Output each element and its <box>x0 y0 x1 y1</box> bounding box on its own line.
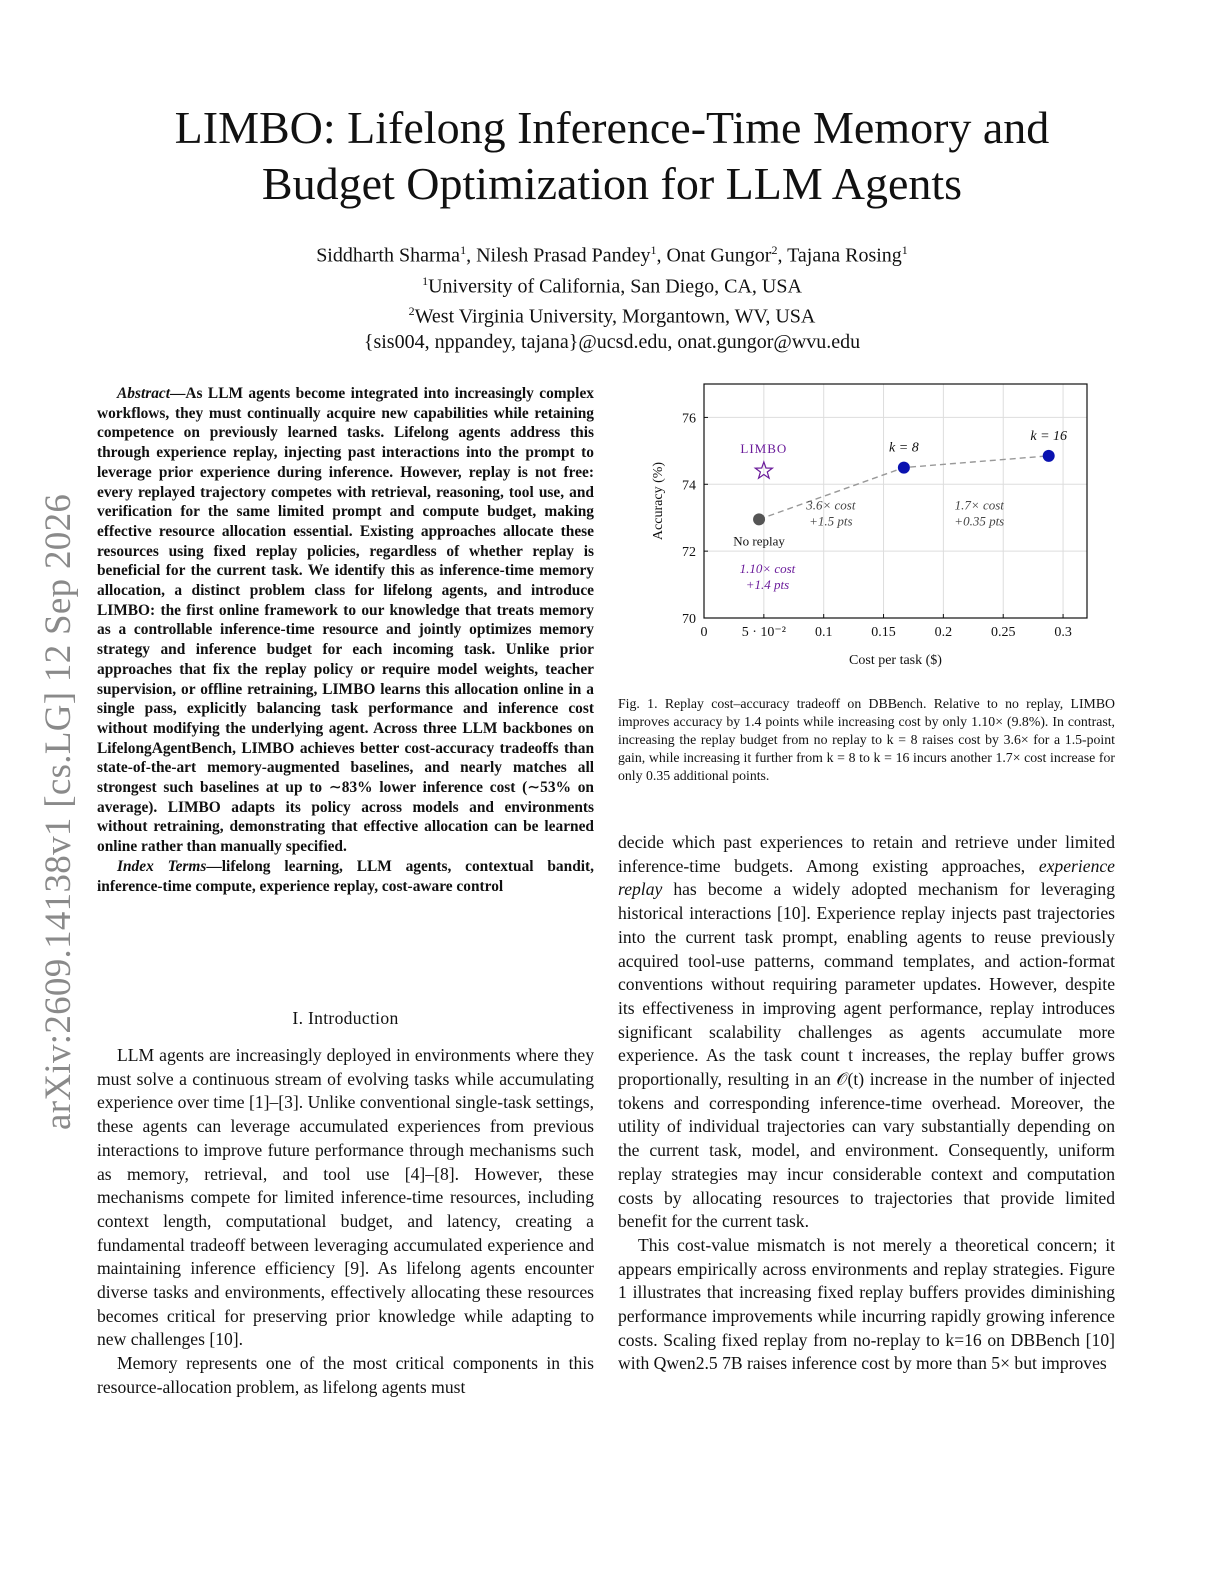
figure-1-caption: Fig. 1. Replay cost–accuracy tradeoff on DBBench. Relative to no replay, LIMBO improves accuracy by 1.4 points while increasing cost by only 1.10× (9.8%). In contrast, increasing the replay budget from no replay to k = 8 raises cost by 3.6× for a 1.5-point gain, while increasing it further from k = 8 to k = 16 incurs another 1.7× cost increase for only 0.35 additional points. <box>618 696 1115 783</box>
author-1: Siddharth Sharma <box>316 244 461 267</box>
annotation-gain: +1.4 pts <box>745 576 790 592</box>
y-tick-label: 70 <box>682 612 696 627</box>
data-point <box>753 513 765 525</box>
index-terms-label: Index Terms <box>117 857 207 875</box>
x-tick-label: 0.2 <box>934 625 953 640</box>
point-label: k = 8 <box>889 440 919 456</box>
abstract-paragraph <box>97 384 594 857</box>
author-4-affil: 1 <box>901 243 908 257</box>
author-names: Siddharth Sharma$^1$, Nilesh Prasad Pandey$^1$, Onat Gungor$^2$, Tajana Rosing$^1$ <box>316 243 908 267</box>
plot-area <box>651 384 1087 668</box>
x-tick-label: 0 <box>700 625 708 640</box>
right-p1-rest: has become a widely adopted mechanism for leveraging historical interactions [10]. Experience replay injects past trajectories into the current task prompt, enabling agents to reuse previously acquired tool-use patterns, command templates, and action-format conventions without requiring parameter updates. However, despite its effectiveness in improving agent performance, replay introduces significant scalability challenges as agents accumulate more experience. As the task count t increases, the replay buffer grows proportionally, resulting in an 𝒪(t) increase in the number of injected tokens and corresponding inference-time overhead. Moreover, the utility of individual trajectories can vary substantially depending on the current task, model, and environment. Consequently, uniform replay strategies may incur considerable context and computation costs by allocating resources to trajectories that provide limited benefit for the current task. <box>618 879 1115 1232</box>
annotation-cost: 1.7× cost <box>954 497 1004 513</box>
author-block <box>80 238 1144 355</box>
introduction-right-column <box>618 831 1115 1376</box>
affiliation-2-text: West Virginia University, Morgantown, WV, USA <box>414 305 816 328</box>
affiliation-1 <box>80 269 1144 300</box>
author-1-affil: 1 <box>460 243 467 257</box>
affiliation-1-marker: 1 <box>422 273 429 288</box>
x-tick-label: 5 · 10⁻² <box>741 625 786 640</box>
author-emails: {sis004, nppandey, tajana}@ucsd.edu, onat.gungor@wvu.edu <box>363 330 861 353</box>
paper-title <box>80 100 1144 212</box>
y-tick-label: 76 <box>682 411 696 427</box>
y-tick-label: 74 <box>682 478 696 494</box>
x-axis-label: Cost per task ($) <box>849 653 942 668</box>
annotation-gain: +1.5 pts <box>809 513 853 529</box>
abstract-text: —As LLM agents become integrated into increasingly complex workflows, they must continually acquire new capabilities while retaining competence on previously learned tasks. Lifelong agents address this through experience replay, injecting past interactions into the prompt to leverage prior experience during inference. However, replay is not free: every replayed trajectory competes with retrieval, reasoning, tool use, and verification for the same limited prompt and compute budget, making effective resource allocation essential. Existing approaches allocate these resources using fixed replay policies, regardless of whether replay is beneficial for the current task. We identify this as inference-time memory allocation, a distinct problem class for lifelong agents, and introduce LIMBO: the first online framework to our knowledge that treats memory as a controllable inference-time resource and jointly optimizes memory strategy and inference budget for each incoming task. Unlike prior approaches that fix the replay policy or require model weights, teacher supervision, or offline retraining, LIMBO learns this allocation online in a single pass, explicitly balancing task performance and inference cost without modifying the underlying agent. Across three LLM backbones on LifelongAgentBench, LIMBO achieves better cost-accuracy tradeoffs than state-of-the-art memory-augmented baselines, and nearly matches all strongest such baselines at up to ∼83% lower inference cost (∼53% on average). LIMBO adapts its policy across models and environments without retraining, demonstrating that effective allocation can be learned online rather than manually specified. <box>97 385 594 856</box>
affiliation-1-text: University of California, San Diego, CA, USA <box>428 275 802 298</box>
author-4: Tajana Rosing <box>787 244 902 267</box>
abstract <box>97 384 594 896</box>
figure-1-chart <box>640 374 1110 674</box>
annotation-cost: 3.6× cost <box>806 497 856 513</box>
author-3-affil: 2 <box>771 243 778 257</box>
intro-paragraph-2: Memory represents one of the most critical components in this resource-allocation problem, as lifelong agents must <box>97 1353 594 1397</box>
x-tick-label: 0.15 <box>871 625 896 640</box>
index-terms <box>97 857 594 896</box>
point-label: k = 16 <box>1030 428 1068 444</box>
annotation-cost: 1.10× cost <box>739 560 796 576</box>
right-p1-emphasis: experience replay <box>618 855 1115 900</box>
title-line-2: Budget Optimization for LLM Agents <box>261 158 963 209</box>
right-p1-start: decide which past experiences to retain and retrieve under limited inference-time budgets. Among existing approaches, <box>618 832 1115 876</box>
abstract-label: Abstract <box>117 385 171 402</box>
intro-paragraph-1: LLM agents are increasingly deployed in environments where they must solve a continuous stream of evolving tasks while accumulating experience over time [1]–[3]. Unlike conventional single-task settings, these agents can leverage accumulated experiences from previous interactions to improve future performance through mechanisms such as memory, retrieval, and tool use [4]–[8]. However, these mechanisms compete for limited inference-time resources, including context length, computational budget, and latency, creating a fundamental tradeoff between leveraging accumulated experience and maintaining inference efficiency [9]. As lifelong agents encounter diverse tasks and environments, effectively allocating these resources becomes critical for preserving prior knowledge while adapting to new challenges [10]. <box>97 1045 594 1350</box>
author-3: Onat Gungor <box>666 244 772 267</box>
arxiv-identifier: arXiv:2609.14138v1 [cs.LG] 12 Sep 2026 <box>38 493 79 1130</box>
point-label: No replay <box>733 533 785 549</box>
x-tick-label: 0.25 <box>990 625 1016 640</box>
data-point <box>898 462 910 474</box>
author-2: Nilesh Prasad Pandey <box>476 244 651 267</box>
annotation-gain: +0.35 pts <box>954 513 1005 529</box>
x-tick-label: 0.1 <box>814 625 833 640</box>
affiliation-2 <box>80 299 1144 330</box>
right-paragraph-2: This cost-value mismatch is not merely a theoretical concern; it appears empirically across environments and replay strategies. Figure 1 illustrates that increasing fixed replay buffers provides diminishing performance improvements while incurring rapidly growing inference costs. Scaling fixed replay from no-replay to k=16 on DBBench [10] with Qwen2.5 7B raises inference cost by more than 5× but improves <box>618 1234 1115 1374</box>
y-axis-label: Accuracy (%) <box>651 461 666 541</box>
affiliation-2-marker: 2 <box>408 304 415 319</box>
right-paragraph-1 <box>618 831 1115 1234</box>
title-line-1: LIMBO: Lifelong Inference-Time Memory and <box>174 102 1050 153</box>
point-label: LIMBO <box>740 440 788 456</box>
author-2-affil: 1 <box>650 243 657 257</box>
y-tick-label: 72 <box>682 545 696 561</box>
section-heading: I. Introduction <box>292 1008 399 1028</box>
x-tick-label: 0.3 <box>1054 625 1072 640</box>
data-point <box>1043 450 1055 462</box>
introduction-left-column <box>97 1044 594 1400</box>
index-terms-text: —lifelong learning, LLM agents, contextual bandit, inference-time compute, experience replay, cost-aware control <box>97 857 594 895</box>
